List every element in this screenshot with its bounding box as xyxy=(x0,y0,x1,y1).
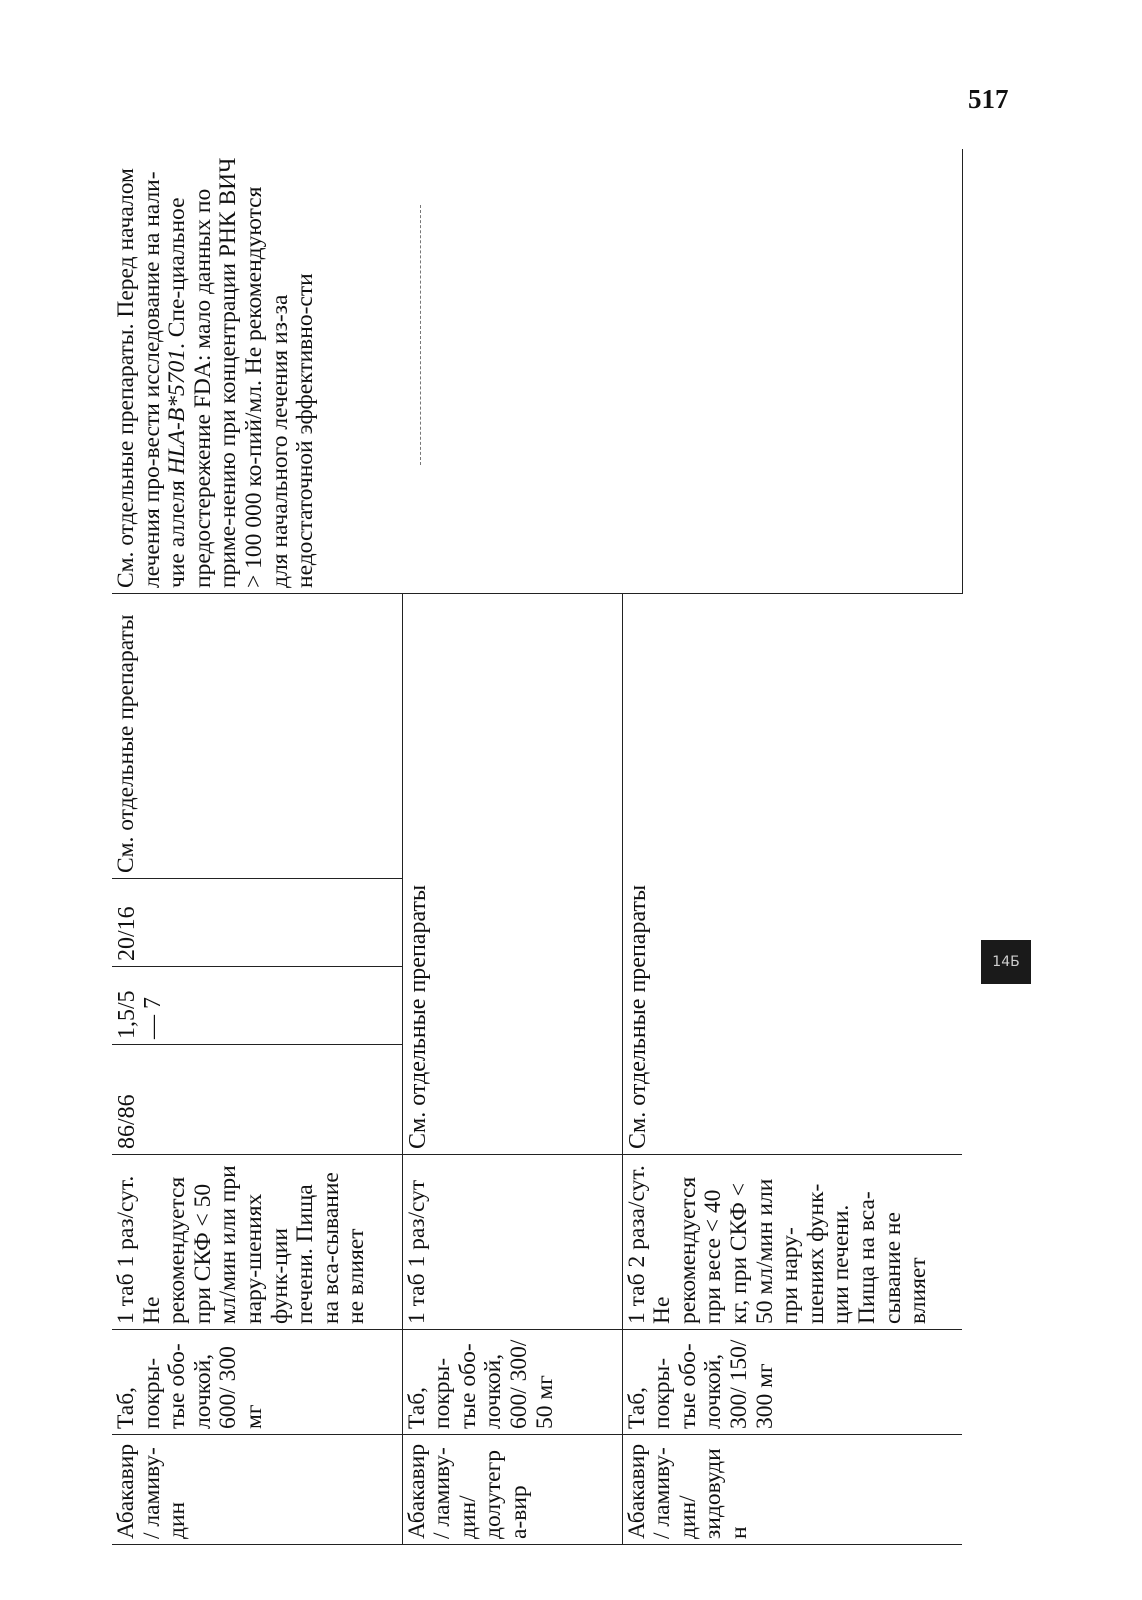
dosing-cell: 1 таб 1 раз/сут. Не рекомендуется при СКФ < 50 мл/мин или при нару-шениях функ-ции печени. Пища на вса-сывание не влияет xyxy=(112,1155,402,1330)
scan-artifact-lines xyxy=(420,205,445,465)
bioavailability-cell: 86/86 xyxy=(112,1045,402,1155)
drug-name-cell: Абакавир/ ламиву-дин/ долутегра-вир xyxy=(402,1435,622,1545)
merged-pk-cell: См. отдельные препараты xyxy=(622,594,962,1155)
table-row xyxy=(112,150,402,1545)
dosage-form-cell: Таб, покры-тые обо-лочкой, 300/ 150/ 300 мг xyxy=(622,1330,962,1435)
notes-cell xyxy=(112,150,962,594)
half-life-cell: 20/16 xyxy=(112,879,402,967)
elimination-cell: См. отдельные препараты xyxy=(112,594,402,879)
page-number: 517 xyxy=(968,84,1009,114)
notes-text-b: . Спе-циальное предостережение FDA: мало данных по приме-нению при концентрации РНК ВИЧ > 100 000 ко-пий/мл. Не рекомендуются для начального лечения из-за недостаточной эффективно-сти xyxy=(164,157,319,588)
allele-text: HLA-B*5701 xyxy=(164,349,191,475)
library-stamp: 14Б xyxy=(981,940,1031,984)
notes-text-a: См. отдельные препараты. Перед началом лечения про-вести исследование на нали-чие аллеля xyxy=(113,168,191,588)
drug-name-cell: Абакавир/ ламиву-дин/ зидовудин xyxy=(622,1435,962,1545)
tmax-cell: 1,5/5— 7 xyxy=(112,967,402,1045)
dosage-form-cell: Таб, покры-тые обо-лочкой, 600/ 300/ 50 мг xyxy=(402,1330,622,1435)
dosing-cell: 1 таб 1 раз/сут xyxy=(402,1155,622,1330)
drug-table xyxy=(112,150,963,1546)
dosing-cell: 1 таб 2 раза/сут. Не рекомендуется при весе < 40 кг, при СКФ < 50 мл/мин или при нару-шениях функ-ции печени. Пища на вса-сывание не влияет xyxy=(622,1155,962,1330)
merged-pk-cell: См. отдельные препараты xyxy=(402,594,622,1155)
drug-name-cell: Абакавир/ ламиву-дин xyxy=(112,1435,402,1545)
dosage-form-cell: Таб, покры-тые обо-лочкой, 600/ 300 мг xyxy=(112,1330,402,1435)
drug-table-rotated xyxy=(112,150,962,1545)
